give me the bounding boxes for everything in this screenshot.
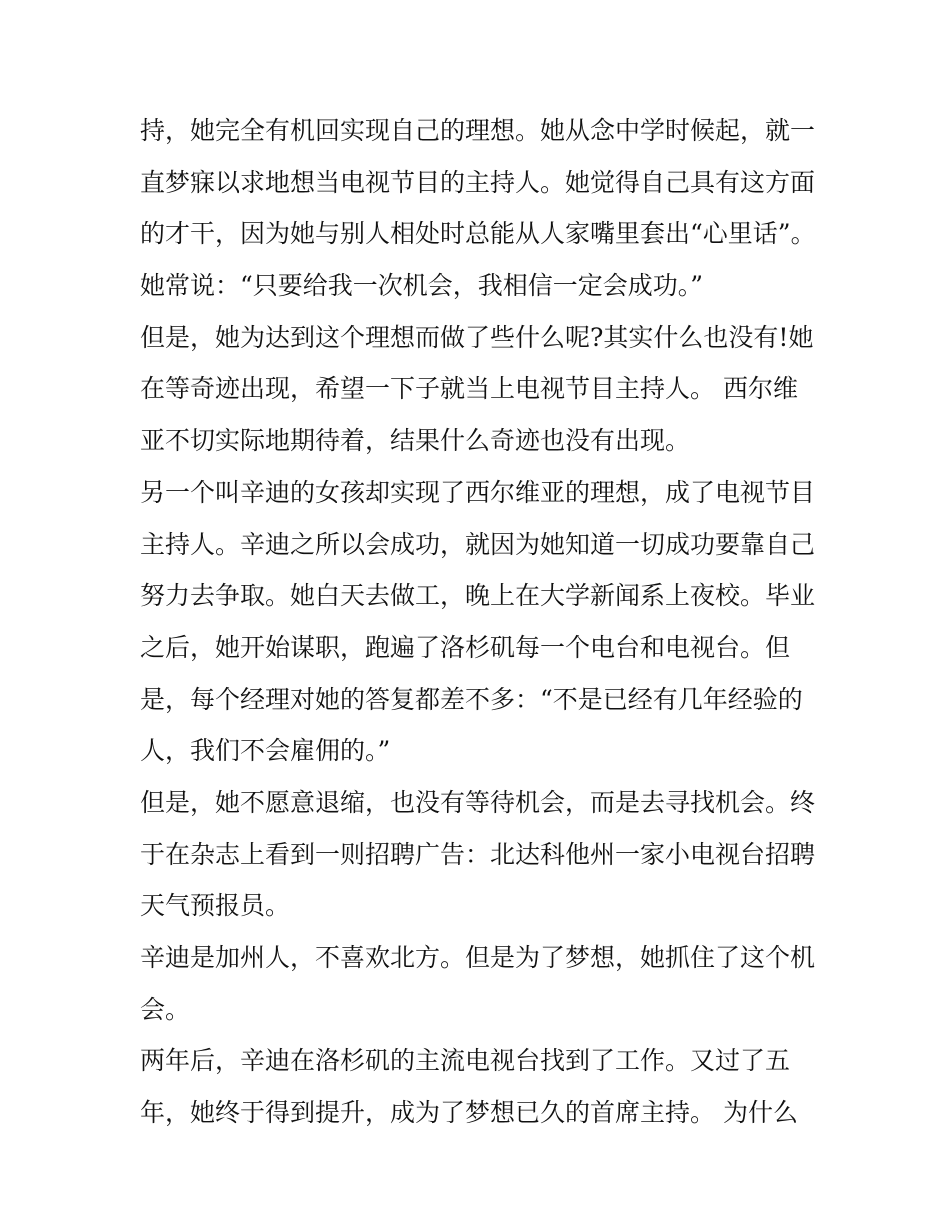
text-line: 直梦寐以求地想当电视节目的主持人。她觉得自己具有这方面 — [140, 167, 816, 197]
text-line: 她常说：“只要给我一次机会，我相信一定会成功。” — [140, 271, 704, 301]
text-line: 但是，她不愿意退缩，也没有等待机会，而是去寻找机会。终 — [140, 787, 816, 817]
text-line: 的才干，因为她与别人相处时总能从人家嘴里套出“心里话”。 — [140, 219, 816, 249]
text-line: 会。 — [140, 994, 191, 1024]
text-line: 辛迪是加州人，不喜欢北方。但是为了梦想，她抓住了这个机 — [140, 943, 816, 972]
text-line: 亚不切实际地期待着，结果什么奇迹也没有出现。 — [140, 426, 691, 456]
text-line: 另一个叫辛迪的女孩却实现了西尔维亚的理想，成了电视节目 — [140, 477, 816, 507]
text-line: 于在杂志上看到一则招聘广告：北达科他州一家小电视台招聘 — [140, 839, 816, 869]
text-line: 持，她完全有机回实现自己的理想。她从念中学时候起，就一 — [140, 116, 816, 145]
text-line: 人，我们不会雇佣的。” — [140, 736, 391, 766]
text-line: 是，每个经理对她的答复都差不多：“不是已经有几年经验的 — [140, 684, 803, 714]
body-text — [140, 105, 820, 1139]
text-line: 在等奇迹出现，希望一下子就当上电视节目主持人。 西尔维 — [140, 374, 798, 404]
text-line: 但是，她为达到这个理想而做了些什么呢?其实什么也没有!她 — [140, 322, 814, 352]
text-line: 之后，她开始谋职，跑遍了洛杉矶每一个电台和电视台。但 — [140, 632, 791, 662]
text-line: 主持人。辛迪之所以会成功，就因为她知道一切成功要靠自己 — [140, 529, 816, 559]
text-line: 年，她终于得到提升，成为了梦想已久的首席主持。 为什么 — [140, 1098, 798, 1128]
text-line: 努力去争取。她白天去做工，晚上在大学新闻系上夜校。毕业 — [140, 581, 816, 611]
text-line: 天气预报员。 — [140, 891, 291, 921]
text-line: 两年后，辛迪在洛杉矶的主流电视台找到了工作。又过了五 — [140, 1046, 791, 1076]
